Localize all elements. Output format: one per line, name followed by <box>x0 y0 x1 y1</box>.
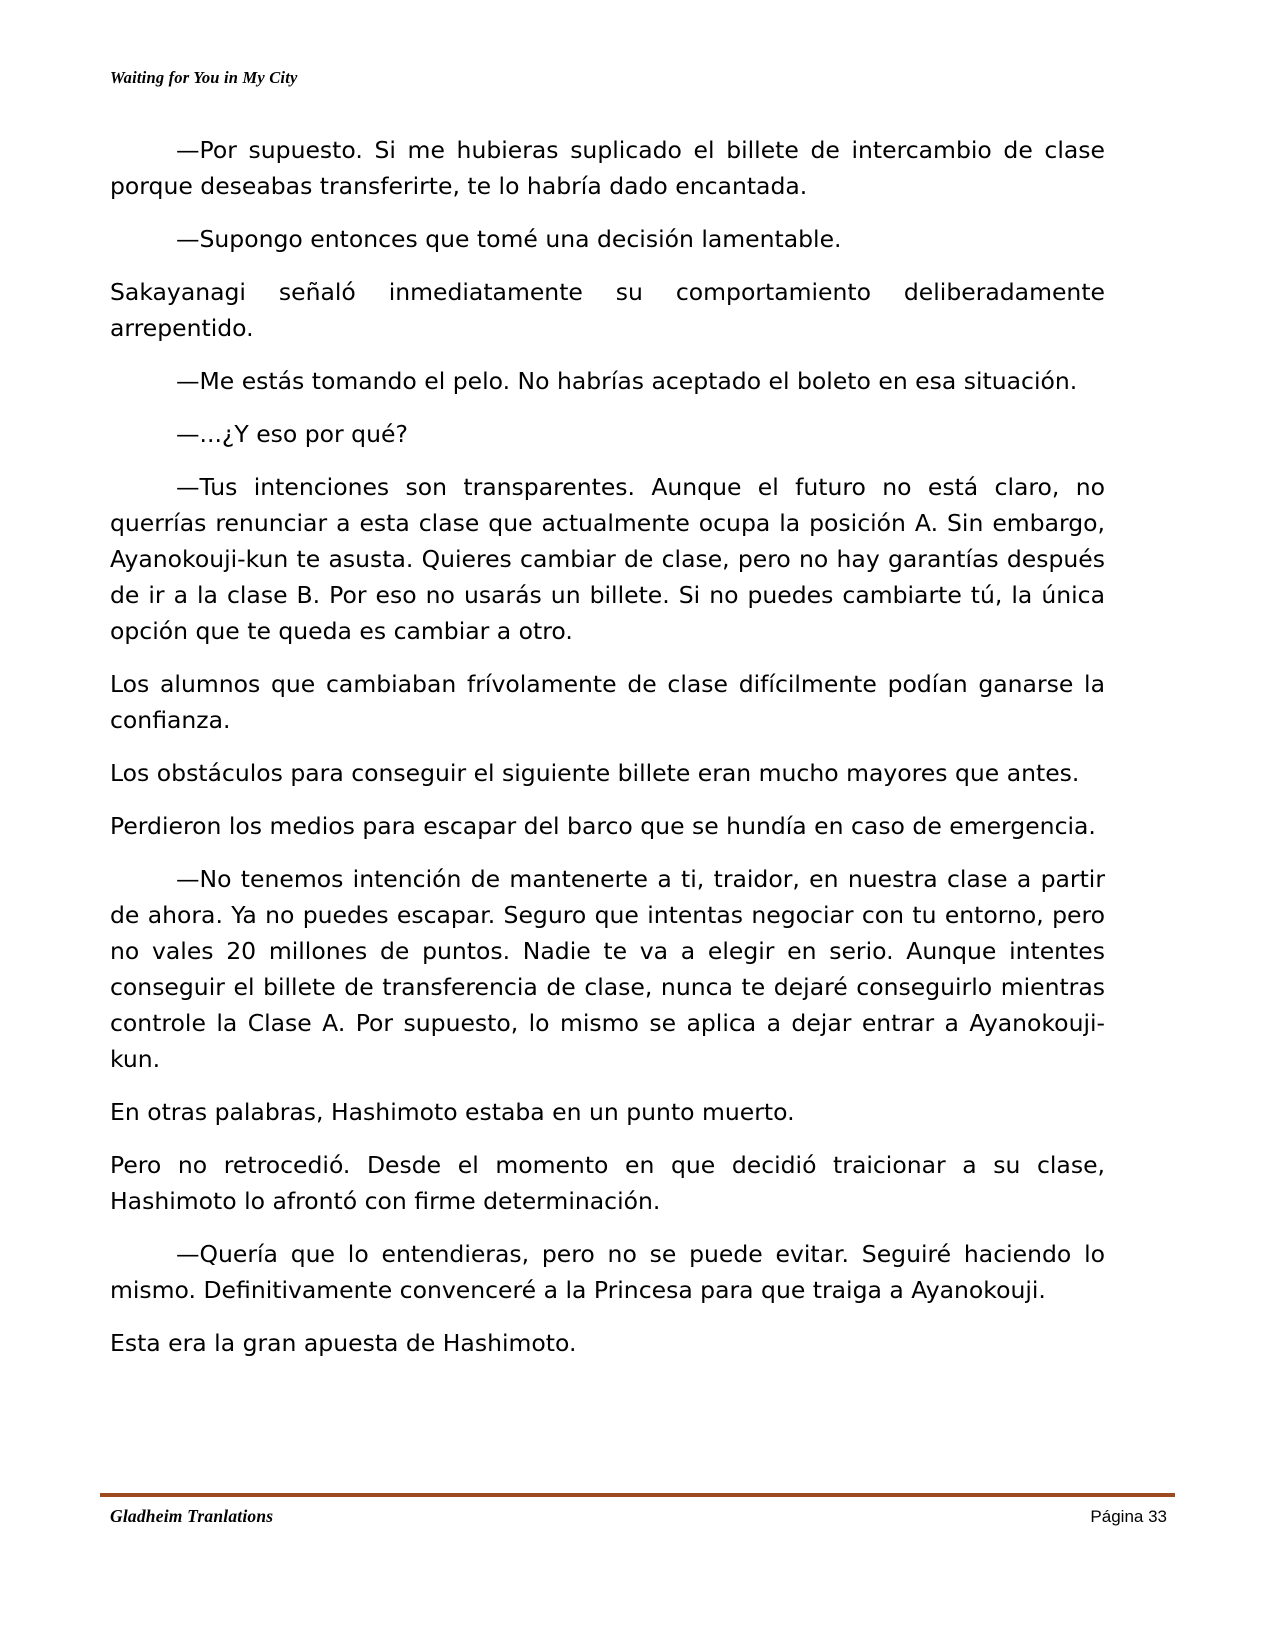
body-paragraph: Esta era la gran apuesta de Hashimoto. <box>110 1329 577 1357</box>
footer-credit: Gladheim Tranlations <box>110 1506 274 1526</box>
body-paragraph: —Supongo entonces que tomé una decisión lamentable. <box>176 225 842 253</box>
running-header: Waiting for You in My City <box>110 68 298 87</box>
body-paragraph: En otras palabras, Hashimoto estaba en un punto muerto. <box>110 1098 795 1126</box>
body-paragraph: Pero no retrocedió. Desde el momento en que decidió traicionar a su clase, Hashimoto lo afrontó con firme determinación. <box>110 1151 1105 1215</box>
body-paragraph: —Me estás tomando el pelo. No habrías aceptado el boleto en esa situación. <box>176 367 1078 395</box>
body-paragraph: Los alumnos que cambiaban frívolamente de clase difícilmente podían ganarse la confianza. <box>110 670 1105 734</box>
body-paragraph: Sakayanagi señaló inmediatamente su comportamiento deliberadamente arrepentido. <box>110 278 1105 342</box>
footer-divider <box>100 1493 1175 1497</box>
body-paragraph: —...¿Y eso por qué? <box>176 420 408 448</box>
body-paragraph: —Por supuesto. Si me hubieras suplicado el billete de intercambio de clase porque deseabas transferirte, te lo habría dado encantada. <box>110 136 1105 200</box>
body-paragraph: Los obstáculos para conseguir el siguiente billete eran mucho mayores que antes. <box>110 759 1080 787</box>
page-number: Página 33 <box>1090 1507 1167 1526</box>
body-paragraph: —Quería que lo entendieras, pero no se puede evitar. Seguiré haciendo lo mismo. Definitivamente convenceré a la Princesa para que traiga a Ayanokouji. <box>110 1240 1105 1304</box>
body-paragraph: —No tenemos intención de mantenerte a ti, traidor, en nuestra clase a partir de ahora. Ya no puedes escapar. Seguro que intentas negociar con tu entorno, pero no vales 20 millones de puntos. Nadie te va a elegir en serio. Aunque intentes conseguir el billete de transferencia de clase, nunca te dejaré conseguirlo mientras controle la Clase A. Por supuesto, lo mismo se aplica a dejar entrar a Ayanokouji-kun. <box>110 865 1105 1073</box>
body-paragraph: —Tus intenciones son transparentes. Aunque el futuro no está claro, no querrías renunciar a esta clase que actualmente ocupa la posición A. Sin embargo, Ayanokouji-kun te asusta. Quieres cambiar de clase, pero no hay garantías después de ir a la clase B. Por eso no usarás un billete. Si no puedes cambiarte tú, la única opción que te queda es cambiar a otro. <box>110 473 1105 645</box>
page-footer <box>100 1506 1175 1536</box>
page-body <box>110 132 1105 1378</box>
body-paragraph: Perdieron los medios para escapar del barco que se hundía en caso de emergencia. <box>110 812 1096 840</box>
